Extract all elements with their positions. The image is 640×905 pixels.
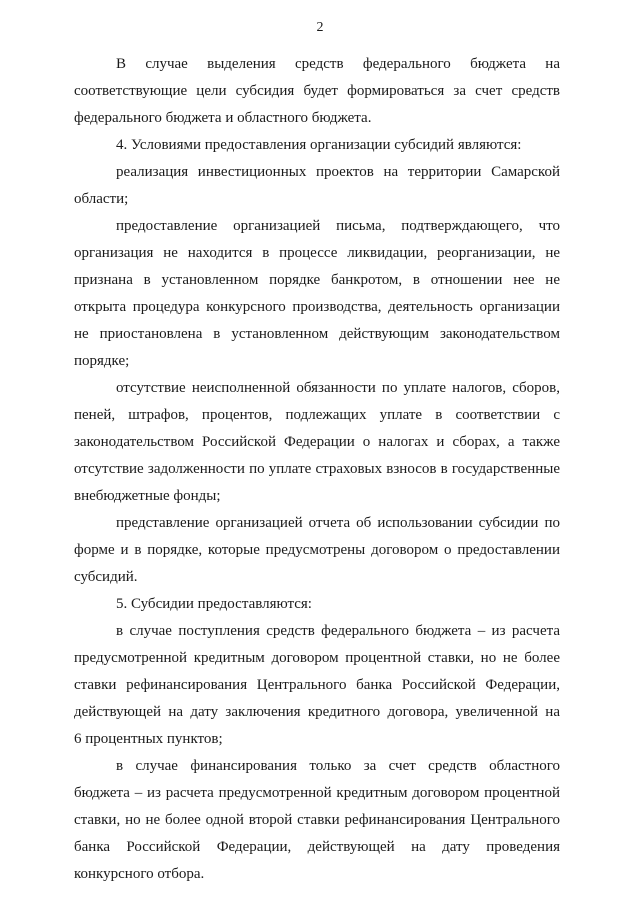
document-body bbox=[74, 51, 560, 888]
text-line: субсидий. bbox=[74, 569, 138, 585]
text-line: представление организацией отчета об использовании субсидии по bbox=[116, 515, 560, 531]
text-line: 6 процентных пунктов; bbox=[74, 731, 223, 747]
text-line: 5. Субсидии предоставляются: bbox=[116, 596, 312, 612]
text-line: конкурсного отбора. bbox=[74, 866, 205, 882]
text-line: банка Российской Федерации, действующей на дату проведения bbox=[74, 839, 560, 855]
text-line: ставки, но не более одной второй ставки рефинансирования Центрального bbox=[74, 812, 560, 828]
text-line: внебюджетные фонды; bbox=[74, 488, 221, 504]
text-line: не приостановлена в установленном действующим законодательством bbox=[74, 326, 560, 342]
text-line: реализация инвестиционных проектов на территории Самарской bbox=[116, 164, 560, 180]
text-line: соответствующие цели субсидия будет формироваться за счет средств bbox=[74, 83, 560, 99]
text-line: 4. Условиями предоставления организации субсидий являются: bbox=[116, 137, 522, 153]
text-line: форме и в порядке, которые предусмотрены договором о предоставлении bbox=[74, 542, 560, 558]
text-line: законодательством Российской Федерации о налогах и сборах, а также bbox=[74, 434, 560, 450]
text-line: открыта процедура конкурсного производства, деятельность организации bbox=[74, 299, 560, 315]
text-line: предусмотренной кредитным договором процентной ставки, но не более bbox=[74, 650, 560, 666]
text-line: ставки рефинансирования Центрального банка Российской Федерации, bbox=[74, 677, 560, 693]
text-line: признана в установленном порядке банкротом, в отношении нее не bbox=[74, 272, 560, 288]
text-line: отсутствие задолженности по уплате страховых взносов в государственные bbox=[74, 461, 560, 477]
text-line: предоставление организацией письма, подтверждающего, что bbox=[116, 218, 560, 234]
text-line: действующей на дату заключения кредитного договора, увеличенной на bbox=[74, 704, 560, 720]
text-line: области; bbox=[74, 191, 129, 207]
text-line: организация не находится в процессе ликвидации, реорганизации, не bbox=[74, 245, 560, 261]
text-line: в случае финансирования только за счет средств областного bbox=[116, 758, 560, 774]
text-line: бюджета – из расчета предусмотренной кредитным договором процентной bbox=[74, 785, 560, 801]
text-line: пеней, штрафов, процентов, подлежащих уплате в соответствии с bbox=[74, 407, 560, 423]
text-line: в случае поступления средств федерального бюджета – из расчета bbox=[116, 623, 560, 639]
text-line: федерального бюджета и областного бюджета. bbox=[74, 110, 372, 126]
text-line: В случае выделения средств федерального бюджета на bbox=[116, 56, 560, 72]
text-line: порядке; bbox=[74, 353, 130, 369]
text-line: отсутствие неисполненной обязанности по уплате налогов, сборов, bbox=[116, 380, 560, 396]
page-number: 2 bbox=[316, 20, 324, 35]
